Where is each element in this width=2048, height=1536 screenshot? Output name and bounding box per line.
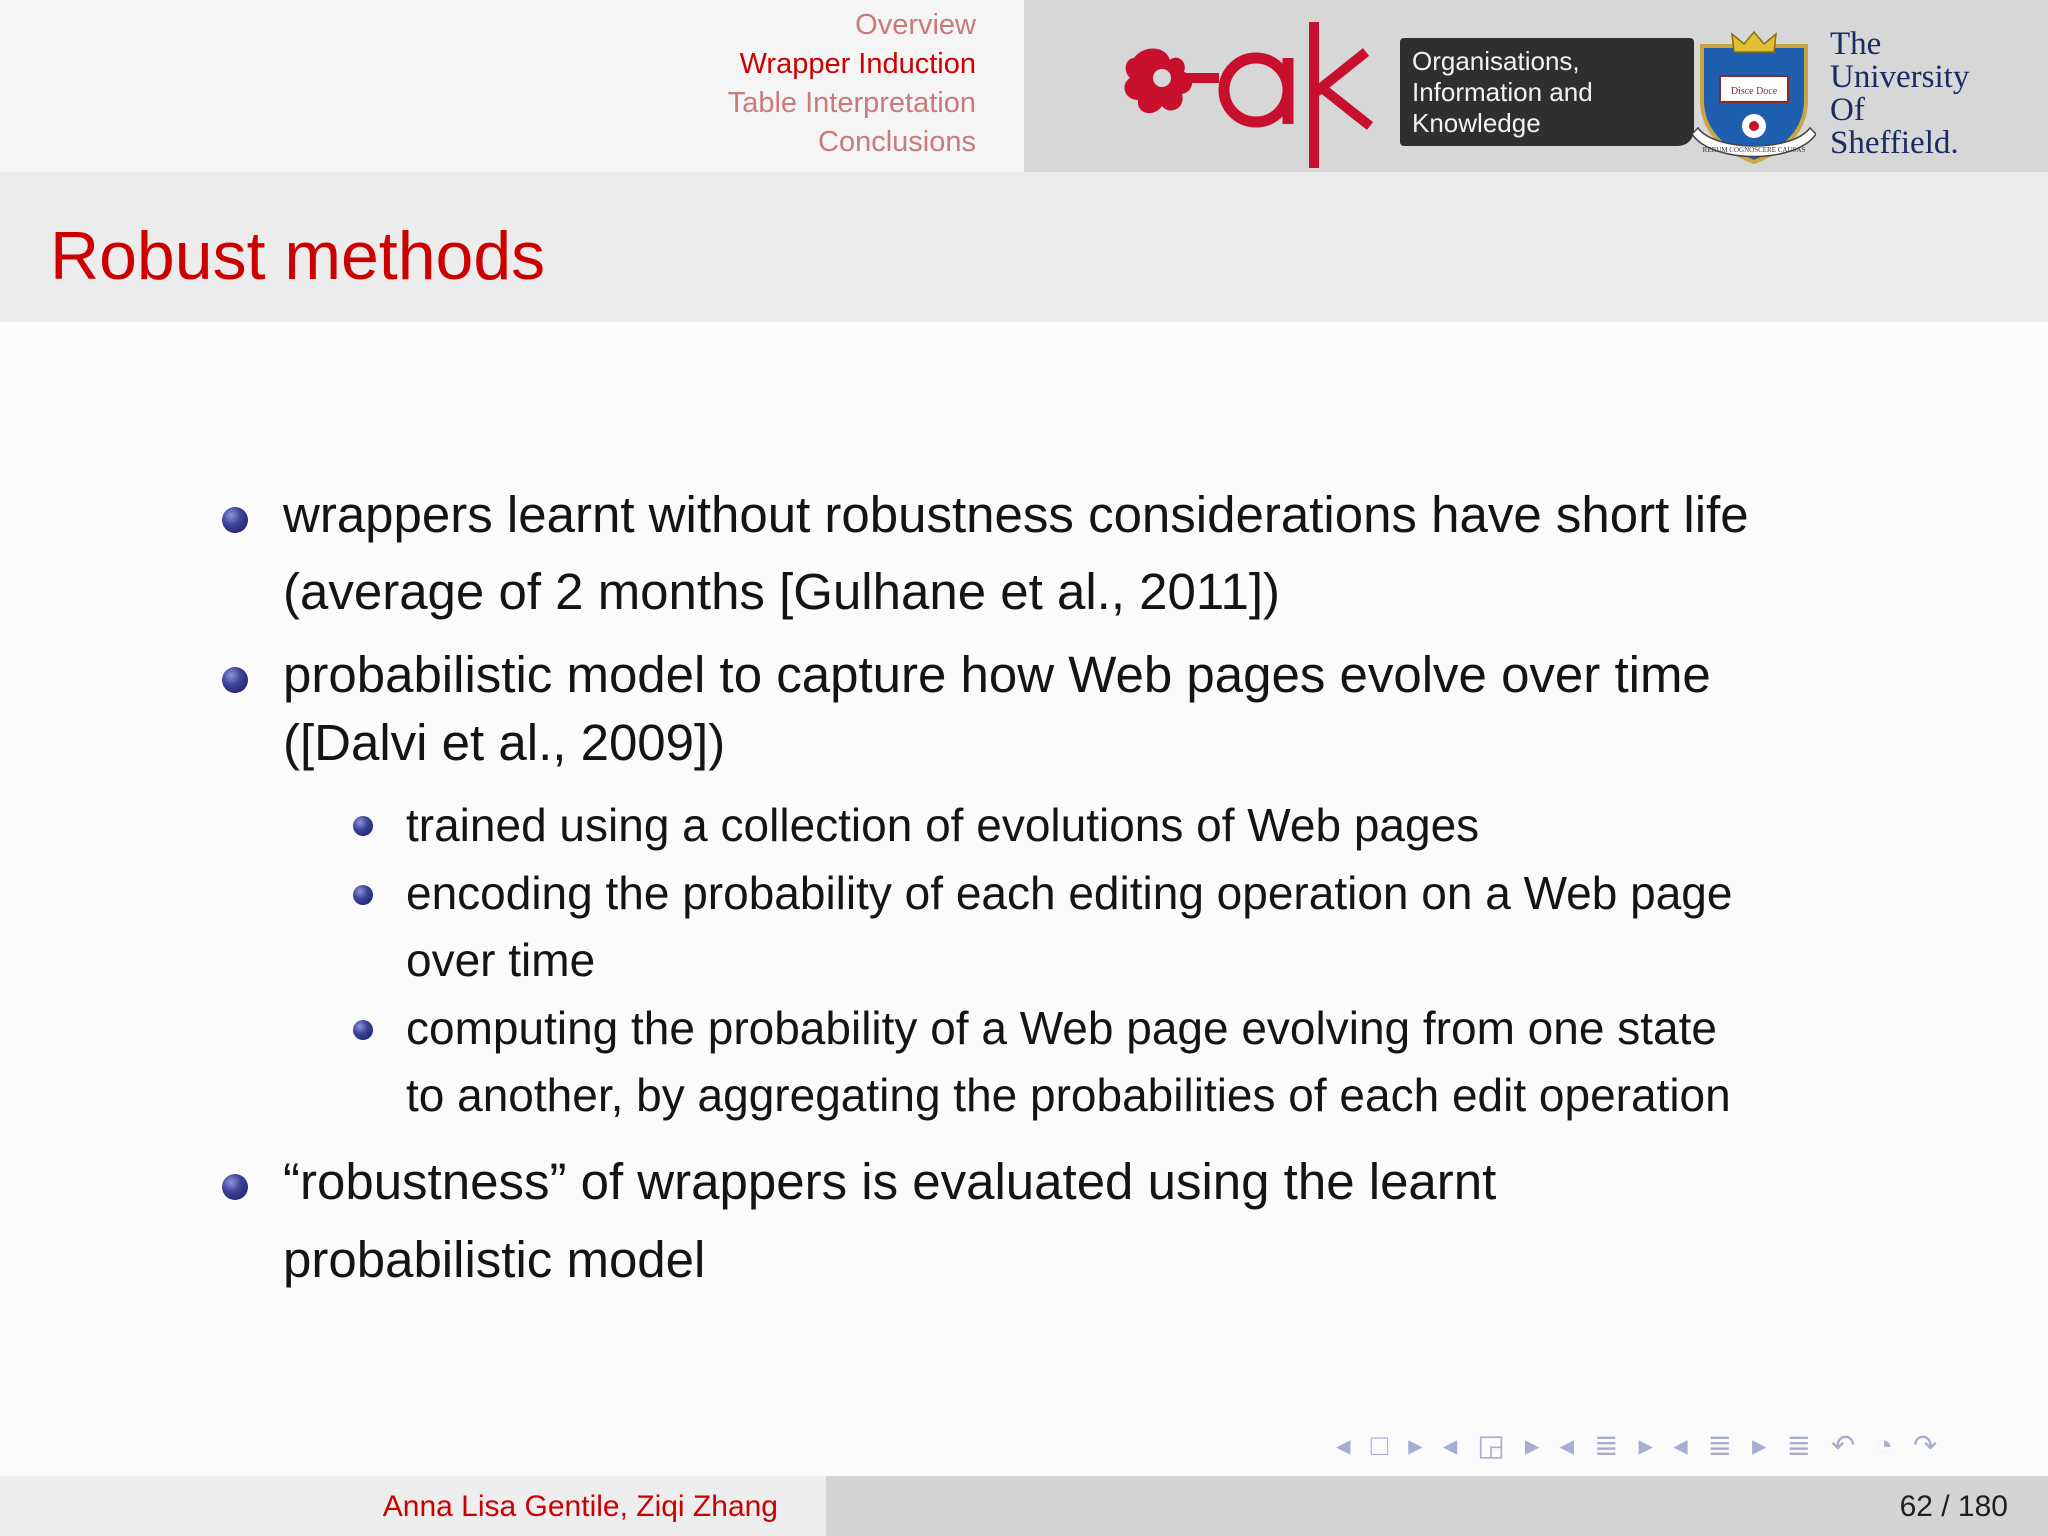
slide-title: Robust methods (50, 218, 546, 294)
bullet-icon (222, 507, 248, 533)
nav-item-wrapper-induction[interactable]: Wrapper Induction (739, 48, 976, 80)
section-list (728, 6, 976, 162)
bullet-icon (222, 1174, 248, 1200)
svg-text:Disce Doce: Disce Doce (1730, 86, 1778, 97)
bullet-1-line-1: wrappers learnt without robustness considerations have short life (283, 486, 1749, 543)
sub-bullet-icon (353, 885, 373, 905)
sub-bullet-icon (353, 816, 373, 836)
university-crest-icon (1692, 30, 1816, 168)
logo-bar (1024, 0, 2048, 172)
page-number: 62 / 180 (1899, 1490, 2008, 1523)
footer-author-bar (0, 1476, 826, 1536)
sub-bullet-icon (353, 1020, 373, 1040)
nav-item-conclusions[interactable]: Conclusions (818, 126, 976, 158)
bullet-3-line-2: probabilistic model (283, 1231, 706, 1288)
nav-item-table-interpretation[interactable]: Table Interpretation (727, 87, 976, 119)
bullet-icon (222, 667, 248, 693)
footer-page-bar (826, 1476, 2048, 1536)
svg-text:RERUM COGNOSCERE CAUSAS: RERUM COGNOSCERE CAUSAS (1702, 146, 1806, 154)
oak-text-badge (1400, 38, 1694, 146)
oak-badge-text: Organisations, Information and Knowledge (1412, 46, 1593, 138)
sub-bullet-2-line-1: encoding the probability of each editing operation on a Web page (406, 867, 1733, 919)
footer-author: Anna Lisa Gentile, Ziqi Zhang (382, 1490, 778, 1523)
oak-logo (1104, 18, 1394, 168)
bullet-1-line-2: (average of 2 months [Gulhane et al., 2011]) (283, 563, 1280, 620)
nav-item-overview[interactable]: Overview (855, 9, 976, 41)
bullet-2-line-1: probabilistic model to capture how Web pages evolve over time (283, 646, 1711, 703)
bullet-2-line-2: ([Dalvi et al., 2009]) (283, 714, 726, 771)
slide-navigation-icons[interactable]: ◂ □ ▸ ◂ ◲ ▸ ◂ ≣ ▸ ◂ ≣ ▸ ≣ ↶ ◔ ↷ (1336, 1430, 1944, 1462)
university-name: The University Of Sheffield. (1830, 26, 1970, 161)
section-navigation (0, 0, 1024, 172)
bullet-3-line-1: “robustness” of wrappers is evaluated using the learnt (283, 1153, 1497, 1210)
sub-bullet-3-line-1: computing the probability of a Web page evolving from one state (406, 1002, 1717, 1054)
sub-bullet-3-line-2: to another, by aggregating the probabilities of each edit operation (406, 1069, 1731, 1121)
sub-bullet-1: trained using a collection of evolutions of Web pages (406, 799, 1480, 851)
sub-bullet-2-line-2: over time (406, 934, 596, 986)
